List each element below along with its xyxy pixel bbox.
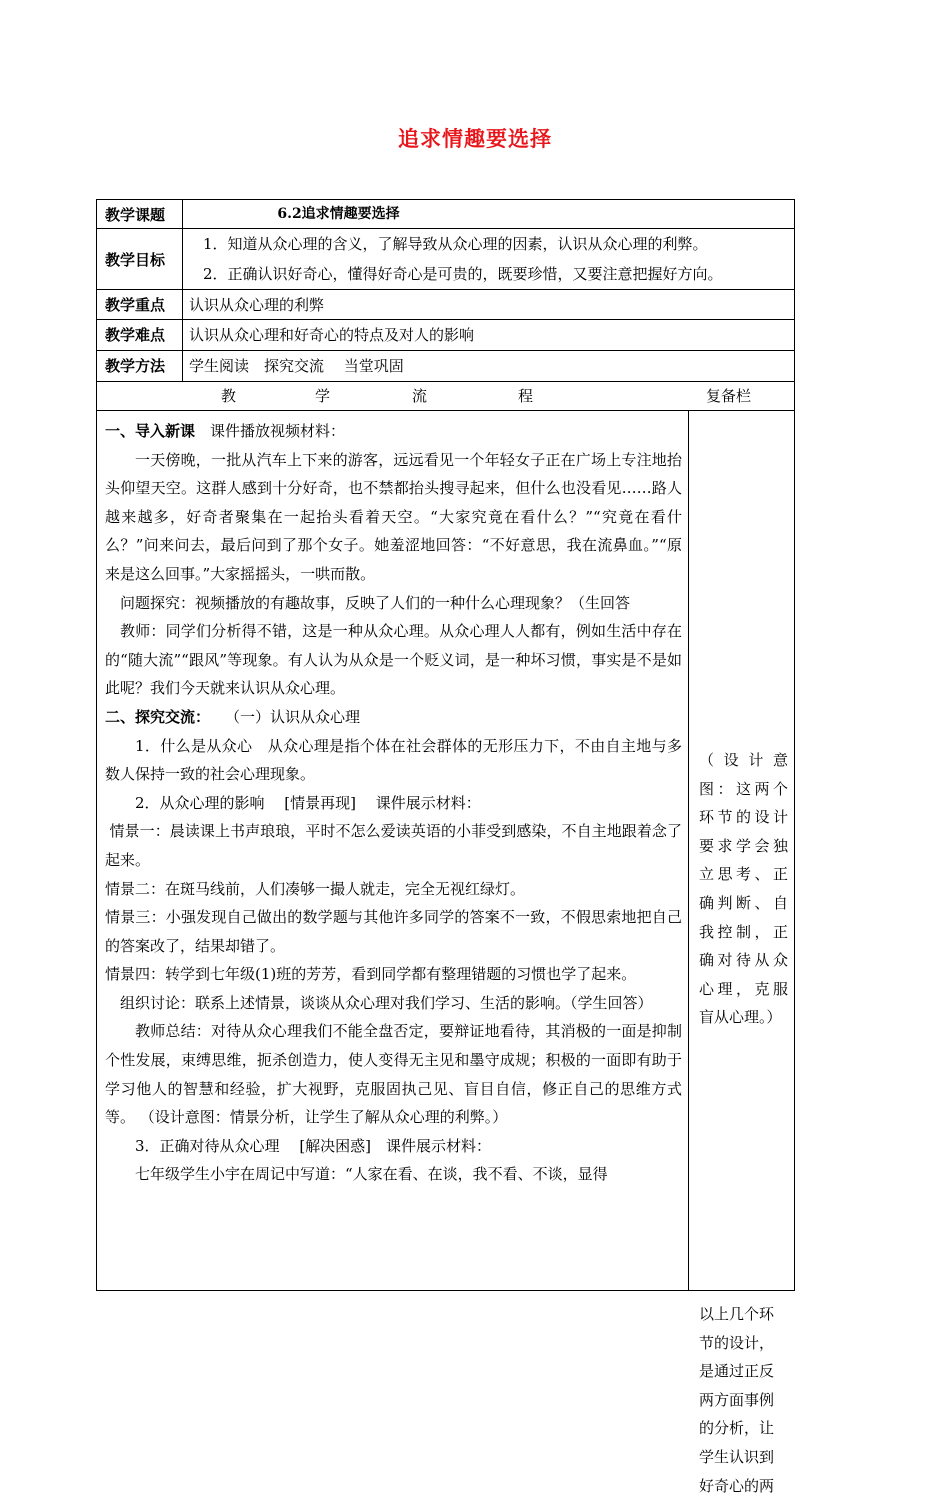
flow-header <box>97 382 795 411</box>
lesson-plan-table <box>96 199 795 1495</box>
section-1-heading: 一、导入新课 <box>105 422 196 440</box>
section-1 <box>105 417 682 446</box>
side-notes <box>689 411 795 1495</box>
material-paragraph: 七年级学生小宇在周记中写道：“人家在看、在谈，我不看、不谈，显得 <box>135 1165 608 1184</box>
row-topic <box>97 200 795 229</box>
scene-1: 情景一：晨读课上书声琅琅，平时不怎么爱读英语的小菲受到感染，不自主地跟着念了起来。 <box>105 822 682 869</box>
flow-char-3: 流 <box>412 387 428 405</box>
section-1-intro: 课件播放视频材料： <box>210 422 346 440</box>
method-value: 学生阅读 探究交流 当堂巩固 <box>183 351 795 382</box>
section-2-heading: 二、探究交流： <box>105 707 203 726</box>
section-2 <box>105 703 682 732</box>
key-label: 教学重点 <box>97 290 183 320</box>
side-note-2: 以上几个环节的设计，是通过正反两方面事例的分析，让学生认识到好奇心的两 <box>699 1305 775 1495</box>
topic-text: 6.2追求情趣要选择 <box>277 206 400 222</box>
influence-paragraph: 2．从众心理的影响 [情景再现] 课件展示材料： <box>135 793 481 812</box>
flow-main-content <box>97 411 689 1291</box>
method-label: 教学方法 <box>97 351 183 382</box>
difficulty-value: 认识从众心理和好奇心的特点及对人的影响 <box>183 320 795 351</box>
section-2-sub: （一）认识从众心理 <box>232 707 361 726</box>
row-flow-header <box>97 382 795 411</box>
goal-line-2: 2．正确认识好奇心，懂得好奇心是可贵的，既要珍惜，又要注意把握好方向。 <box>203 265 723 283</box>
topic-label: 教学课题 <box>97 200 183 229</box>
page-title: 追求情趣要选择 <box>398 126 552 151</box>
scene-2: 情景二：在斑马线前，人们凑够一撮人就走，完全无视红绿灯。 <box>105 879 526 898</box>
side-note-1: （设计意图：这两个环节的设计要求学会独立思考、正确判断、自我控制，正确对待从众心理，克服盲从心理。） <box>699 751 789 1027</box>
correct-attitude-paragraph: 3．正确对待从众心理 [解决困惑] 课件展示材料： <box>135 1136 492 1155</box>
row-goals <box>97 229 795 290</box>
flow-char-2: 学 <box>315 387 331 405</box>
key-value: 认识从众心理的利弊 <box>183 290 795 320</box>
teacher-paragraph: 教师：同学们分析得不错，这是一种从众心理。从众心理人人都有，例如生活中存在的“随大流”“跟风”等现象。有人认为从众是一个贬义词，是一种坏习惯，事实是不是如此呢？我们今天就来认识从众心理。 <box>105 622 682 698</box>
topic-value <box>183 200 795 229</box>
row-flow-body <box>97 411 795 1291</box>
difficulty-label: 教学难点 <box>97 320 183 351</box>
scene-4: 情景四：转学到七年级(1)班的芳芳，看到同学都有整理错题的习惯也学了起来。 <box>105 965 637 984</box>
goal-line-1: 1．知道从众心理的含义，了解导致从众心理的因素，认识从众心理的利弊。 <box>203 235 708 253</box>
flow-char-4: 程 <box>518 387 534 405</box>
question-paragraph: 问题探究：视频播放的有趣故事，反映了人们的一种什么心理现象？（生回答 <box>120 593 631 612</box>
goals-label: 教学目标 <box>97 229 183 290</box>
summary-paragraph: 教师总结：对待从众心理我们不能全盘否定，要辩证地看待，其消极的一面是抑制个性发展，束缚思维，扼杀创造力，使人变得无主见和墨守成规；积极的一面即有助于学习他人的智慧和经验，扩大视野，克服固执己见、盲目自信，修正自己的思维方式等。 （设计意图：情景分析，让学生了解从众心理的利弊。） <box>105 1022 682 1127</box>
row-difficulty <box>97 320 795 351</box>
story-paragraph: 一天傍晚，一批从汽车上下来的游客，远远看见一个年轻女子正在广场上专注地抬头仰望天空。这群人感到十分好奇，也不禁都抬头搜寻起来，但什么也没看见……路人越来越多，好奇者聚集在一起抬头看着天空。“大家究竟在看什么？”“究竟在看什么？”问来问去，最后问到了那个女子。她羞涩地回答：“不好意思，我在流鼻血。”“原来是这么回事。”大家摇摇头，一哄而散。 <box>105 450 682 583</box>
scene-3: 情景三：小强发现自己做出的数学题与其他许多同学的答案不一致，不假思索地把自己的答案改了，结果却错了。 <box>105 908 682 955</box>
flow-char-1: 教 <box>221 387 237 405</box>
discussion-paragraph: 组织讨论：联系上述情景，谈谈从众心理对我们学习、生活的影响。（学生回答） <box>120 993 653 1012</box>
definition-paragraph: 1．什么是从众心 从众心理是指个体在社会群体的无形压力下，不由自主地与多数人保持一致的社会心理现象。 <box>105 736 682 784</box>
row-key <box>97 290 795 320</box>
goals-value <box>183 229 795 290</box>
row-method <box>97 351 795 382</box>
side-column-header: 复备栏 <box>706 387 752 405</box>
